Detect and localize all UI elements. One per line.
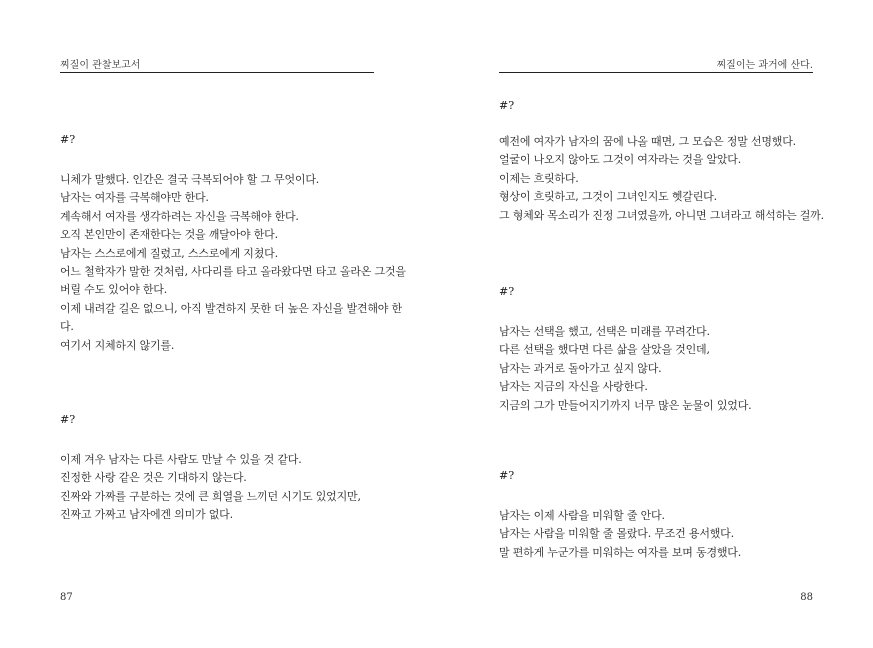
left-page bbox=[0, 0, 436, 648]
text-line: 다른 선택을 했다면 다른 삶을 살았을 것인데, bbox=[499, 343, 710, 357]
text-line: 다. bbox=[60, 320, 74, 334]
text-line: 형상이 흐릿하고, 그것이 그녀인지도 헷갈린다. bbox=[499, 190, 717, 204]
section-heading: #? bbox=[60, 133, 76, 146]
section-heading: #? bbox=[499, 99, 515, 112]
text-line: 그 형체와 목소리가 진정 그녀였을까, 아니면 그녀라고 해석하는 걸까. bbox=[499, 208, 824, 222]
text-line: 오직 본인만이 존재한다는 것을 깨달아야 한다. bbox=[60, 228, 278, 242]
text-line: 남자는 선택을 했고, 선택은 미래를 꾸려간다. bbox=[499, 325, 710, 338]
page-number-left: 87 bbox=[60, 592, 73, 603]
section-heading: #? bbox=[60, 413, 76, 426]
text-line: 남자는 스스로에게 질렸고, 스스로에게 지쳤다. bbox=[60, 246, 278, 260]
text-line: 남자는 여자를 극복해야만 한다. bbox=[60, 191, 209, 205]
section-heading: #? bbox=[499, 469, 515, 482]
text-line: 이제 겨우 남자는 다른 사람도 만날 수 있을 것 같다. bbox=[60, 453, 302, 466]
text-line: 남자는 지금의 자신을 사랑한다. bbox=[499, 380, 648, 394]
text-line: 말 편하게 누군가를 미워하는 여자를 보며 동경했다. bbox=[499, 545, 742, 559]
section-heading: #? bbox=[499, 285, 515, 298]
text-line: 남자는 이제 사람을 미워할 줄 안다. bbox=[499, 509, 665, 522]
page-number-right: 88 bbox=[800, 592, 813, 603]
section-left-2 bbox=[60, 411, 361, 525]
text-line: 진정한 사랑 같은 것은 기대하지 않는다. bbox=[60, 471, 247, 485]
text-line: 얼굴이 나오지 않아도 그것이 여자라는 것을 알았다. bbox=[499, 153, 742, 167]
text-line: 계속해서 여자를 생각하려는 자신을 극복해야 한다. bbox=[60, 209, 299, 223]
text-line: 버릴 수도 있어야 한다. bbox=[60, 283, 168, 297]
text-line: 이제 내려갈 길은 없으니, 아직 발견하지 못한 더 높은 자신을 발견해야 한 bbox=[60, 301, 402, 315]
text-line: 진짜고 가짜고 남자에겐 의미가 없다. bbox=[60, 508, 233, 522]
header-rule-left bbox=[60, 72, 374, 73]
section-right-1 bbox=[499, 97, 824, 225]
text-line: 예전에 여자가 남자의 꿈에 나올 때면, 그 모습은 정말 선명했다. bbox=[499, 135, 796, 148]
text-line: 어느 철학자가 말한 것처럼, 사다리를 타고 올라왔다면 타고 올라온 그것을 bbox=[60, 265, 406, 279]
text-line: 남자는 사람을 미워할 줄 몰랐다. 무조건 용서했다. bbox=[499, 527, 734, 541]
right-page bbox=[437, 0, 873, 648]
text-line: 지금의 그가 만들어지기까지 너무 많은 눈물이 있었다. bbox=[499, 398, 752, 412]
section-left-1 bbox=[60, 131, 406, 355]
text-line: 남자는 과거로 돌아가고 싶지 않다. bbox=[499, 361, 662, 375]
running-head-right: 찌질이는 과거에 산다. bbox=[716, 60, 813, 71]
text-line: 진짜와 가짜를 구분하는 것에 큰 희열을 느끼던 시기도 있었지만, bbox=[60, 489, 361, 503]
section-right-2 bbox=[499, 283, 751, 415]
text-line: 니체가 말했다. 인간은 결국 극복되어야 할 그 무엇이다. bbox=[60, 173, 320, 186]
running-head-left: 찌질이 관찰보고서 bbox=[60, 60, 141, 71]
text-line: 여기서 지체하지 않기를. bbox=[60, 338, 175, 352]
header-rule-right bbox=[499, 72, 813, 73]
text-line: 이제는 흐릿하다. bbox=[499, 171, 579, 185]
section-right-3 bbox=[499, 467, 741, 562]
